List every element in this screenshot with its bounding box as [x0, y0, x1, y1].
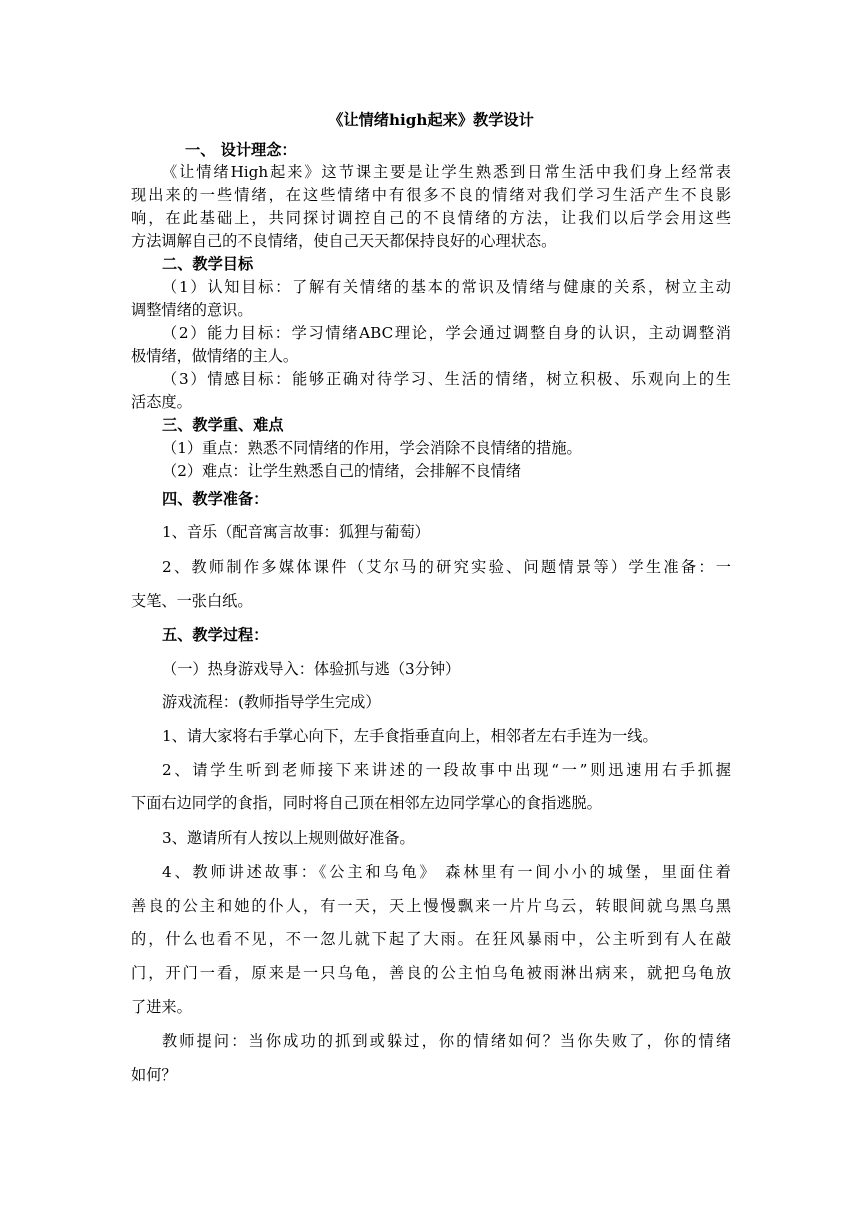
- goal-line: 活态度。: [131, 393, 192, 411]
- section-heading-design-concept: 一、 设计理念：: [185, 141, 297, 159]
- question-line: 教师提问：当你成功的抓到或躲过，你的情绪如何？当你失败了，你的情绪: [162, 1032, 731, 1050]
- goal-line: （2）能力目标：学习情绪ABC理论，学会通过调整自身的认识，主动调整消: [162, 324, 731, 342]
- flow-line: 3、邀请所有人按以上规则做好准备。: [162, 829, 415, 847]
- goal-line: 调整情绪的意识。: [131, 301, 253, 319]
- flow-line: 游戏流程：(教师指导学生完成）: [162, 693, 381, 711]
- prep-line: 1、音乐（配音寓言故事：狐狸与葡萄）: [162, 523, 430, 541]
- flow-line: 下面右边同学的食指，同时将自己顶在相邻左边同学掌心的食指逃脱。: [131, 794, 602, 812]
- key-point-line: （2）难点：让学生熟悉自己的情绪，会排解不良情绪: [162, 462, 521, 480]
- document-title: 《让情绪high起来》教学设计: [328, 111, 534, 129]
- question-line: 如何？: [131, 1066, 177, 1084]
- flow-line: 1、请大家将右手掌心向下，左手食指垂直向上，相邻者左右手连为一线。: [162, 727, 658, 745]
- story-line: 门，开门一看，原来是一只乌龟，善良的公主怕乌龟被雨淋出病来，就把乌龟放: [131, 964, 731, 982]
- paragraph-line: 响，在此基础上，共同探讨调控自己的不良情绪的方法，让我们以后学会用这些: [131, 209, 731, 227]
- key-point-line: （1）重点：熟悉不同情绪的作用，学会消除不良情绪的措施。: [162, 439, 582, 457]
- story-line: 了进来。: [131, 998, 192, 1016]
- prep-line: 支笔、一张白纸。: [131, 592, 253, 610]
- story-line: 善良的公主和她的仆人，有一天，天上慢慢飘来一片片乌云，转眼间就乌黑乌黑: [131, 897, 731, 915]
- story-line: 4、教师讲述故事：《公主和乌龟》 森林里有一间小小的城堡，里面住着: [162, 863, 731, 881]
- section-heading-key-points: 三、教学重、难点: [162, 416, 284, 434]
- paragraph-line: 《让情绪High起来》这节课主要是让学生熟悉到日常生活中我们身上经常表: [162, 163, 731, 181]
- section-heading-teaching-goals: 二、教学目标: [162, 255, 254, 273]
- prep-line: 2、教师制作多媒体课件（艾尔马的研究实验、问题情景等）学生准备：一: [162, 558, 731, 576]
- paragraph-line: 方法调解自己的不良情绪，使自己天天都保持良好的心理状态。: [131, 232, 557, 250]
- goal-line: （3）情感目标：能够正确对待学习、生活的情绪，树立积极、乐观向上的生: [162, 370, 731, 388]
- flow-line: 2、请学生听到老师接下来讲述的一段故事中出现“一”则迅速用右手抓握: [162, 761, 731, 779]
- goal-line: 极情绪，做情绪的主人。: [131, 347, 299, 365]
- step-line: （一）热身游戏导入：体验抓与逃（3分钟）: [162, 660, 461, 678]
- story-line: 的，什么也看不见，不一忽儿就下起了大雨。在狂风暴雨中，公主听到有人在敲: [131, 930, 731, 948]
- section-heading-preparation: 四、教学准备：: [162, 490, 269, 508]
- paragraph-line: 现出来的一些情绪，在这些情绪中有很多不良的情绪对我们学习生活产生不良影: [131, 186, 731, 204]
- section-heading-process: 五、教学过程：: [162, 626, 269, 644]
- goal-line: （1）认知目标：了解有关情绪的基本的常识及情绪与健康的关系，树立主动: [162, 278, 731, 296]
